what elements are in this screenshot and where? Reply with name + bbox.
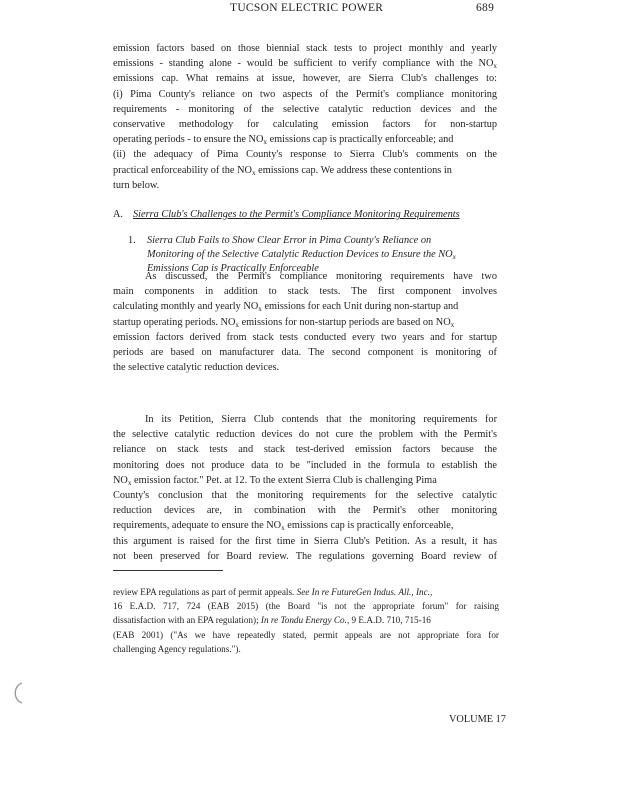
- footnote-line: review EPA regulations as part of permit appeals. See In re FutureGen Indus. All., Inc.,: [113, 587, 433, 597]
- paragraph-3: [113, 412, 497, 564]
- paragraph-line: reliance on stack tests and stack test-derived emission factors because the: [113, 444, 497, 456]
- paragraph-line: reduction devices are, in combination with the Permit's other monitoring: [113, 505, 497, 517]
- paragraph-line: emission factors derived from stack tests conducted every two years and for startup: [113, 331, 497, 343]
- paragraph-line: periods are based on manufacturer data. The second component is monitoring of: [113, 347, 497, 359]
- paragraph-line: emissions - standing alone - would be sufficient to verify compliance with the $NO_x$: [113, 58, 497, 71]
- section-title: Sierra Club's Challenges to the Permit's Compliance Monitoring Requirements: [133, 209, 460, 220]
- paragraph-line: requirements - monitoring of the selective catalytic reduction devices and the: [113, 103, 497, 115]
- subsection-number: 1.: [128, 235, 136, 246]
- paragraph-line: practical enforceability of the $NO_x$ emissions cap. We address these contentions in: [113, 164, 452, 177]
- paragraph-line: turn below.: [113, 179, 160, 191]
- paragraph-line: (i) Pima County's reliance on two aspects of the Permit's compliance monitoring: [113, 88, 497, 100]
- paragraph-line: main components in addition to stack tests. The first component involves: [113, 286, 497, 298]
- running-header: [0, 2, 618, 18]
- subsection-title: Sierra Club Fails to Show Clear Error in Pima County's Reliance on Monitoring of the Selective Catalytic Reduction Devices to Ensure the $NO_x$ Emissions Cap is Practically Enforceable: [147, 235, 456, 274]
- paragraph-line: startup operating periods. $NO_x$ emissions for non-startup periods are based on $NO_x$: [113, 316, 455, 329]
- paragraph-line: (ii) the adequacy of Pima County's response to Sierra Club's comments on the: [113, 149, 497, 161]
- paragraph-1: [113, 41, 497, 193]
- header-page-number: 689: [476, 2, 495, 14]
- header-title: TUCSON ELECTRIC POWER: [230, 2, 384, 14]
- paragraph-line: $NO_x$ emission factor." Pet. at 12. To the extent Sierra Club is challenging Pima: [113, 474, 437, 487]
- section-heading-a: [113, 209, 503, 220]
- paragraph-line: the selective catalytic reduction devices.: [113, 362, 280, 374]
- footnote-line: dissatisfaction with an EPA regulation); In re Tondu Energy Co., 9 E.A.D. 710, 715-16: [113, 615, 431, 626]
- paragraph-line: emissions cap. What remains at issue, however, are Sierra Club's challenges to:: [113, 73, 497, 85]
- paragraph-line: requirements, adequate to ensure the $NO_x$ emissions cap is practically enforceable,: [113, 520, 454, 533]
- paragraph-line: conservative methodology for calculating emission factors for non-startup: [113, 119, 497, 131]
- paragraph-line: calculating monthly and yearly $NO_x$ emissions for each Unit during non-startup and: [113, 301, 459, 314]
- paragraph-line: emission factors based on those biennial stack tests to project monthly and yearly: [113, 43, 497, 54]
- footnote-divider: [113, 570, 223, 571]
- paragraph-line: County's conclusion that the monitoring requirements for the selective catalytic: [113, 490, 497, 502]
- paragraph-line: operating periods - to ensure the $NO_x$ emissions cap is practically enforceable; and: [113, 134, 454, 147]
- footnote-line: challenging Agency regulations.").: [113, 643, 241, 654]
- paragraph-line: monitoring does not produce data to be "included in the formula to establish the: [113, 459, 497, 471]
- footnote: [113, 585, 499, 656]
- paragraph-line: not been preserved for Board review. The regulations governing Board review of: [113, 550, 497, 562]
- paragraph-line: the selective catalytic reduction devices do not cure the problem with the Permit's: [113, 429, 497, 441]
- footnote-line: 16 E.A.D. 717, 724 (EAB 2015) (the Board "is not the appropriate forum" for raising: [113, 601, 499, 612]
- paragraph-line: As discussed, the Permit's compliance monitoring requirements have two: [145, 271, 497, 282]
- margin-bracket-mark: [10, 682, 24, 704]
- paragraph-line: In its Petition, Sierra Club contends that the monitoring requirements for: [145, 414, 497, 425]
- footer-volume: VOLUME 17: [449, 714, 506, 725]
- paragraph-line: this argument is raised for the first time in Sierra Club's Petition. As a result, it has: [113, 535, 497, 547]
- section-label: A.: [113, 209, 124, 220]
- paragraph-2: [113, 269, 497, 375]
- footnote-line: (EAB 2001) ("As we have repeatedly stated, permit appeals are not appropriate fora for: [113, 629, 499, 640]
